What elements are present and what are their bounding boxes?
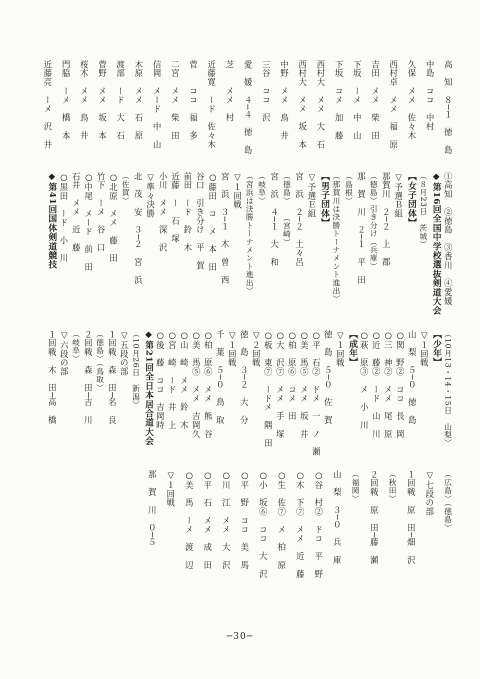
text-column: ○宮 崎 ード 井 上 [167, 330, 178, 430]
text-column: （10月26日 新潟） [131, 330, 141, 410]
text-column: ▽準々決勝 [145, 172, 156, 219]
text-column: 渡部 ード 大 石 [115, 60, 126, 141]
text-column: （10月13・14・15日 山梨） [443, 330, 453, 448]
text-column: ２回戦 原 田─藤 瀬 [369, 470, 380, 565]
text-column: 谷口 引き分け 平 賀 [195, 172, 206, 270]
text-column: 芝 メメ 村 [224, 60, 235, 123]
text-column: ▽２回戦 [251, 330, 262, 368]
text-column: 【少年】 [431, 330, 442, 367]
text-column: 二宮 メメ 柴 田 [170, 60, 181, 141]
text-column: 前田 ード 鈴 木 [182, 172, 193, 253]
text-column: ○大 沢⑦ メメ 手 塚 [275, 330, 286, 439]
text-column: 菅 ココ 福 多 [188, 60, 199, 141]
text-column: ○北原 メメ 藤 田 [108, 172, 119, 263]
text-column: ▽１回戦 [232, 172, 243, 210]
text-column: 竹下 ーメ 谷 口 [96, 172, 107, 253]
text-column: 門脇 ーメ 橋 本 [61, 60, 72, 141]
text-column: （岐阜） [257, 172, 267, 205]
text-column: （徳島）（鳥取） [95, 330, 105, 392]
text-column: ○谷 村② ドコ 平 野 [313, 470, 324, 579]
text-column: （徳島）引き分け（兵庫） [369, 172, 379, 271]
text-column: ▽１回戦 [335, 330, 346, 368]
text-column: 近藤亮 ーメ 沢 井 [42, 60, 53, 149]
text-column: ▽１回戦 [419, 330, 430, 368]
text-column: 【男子団体】 [319, 172, 330, 228]
text-column: ○近 藤② ード 山 川 [371, 330, 382, 439]
text-column: 愛 媛 ４─４ 徳 島 [243, 60, 254, 155]
text-column: （徳島） （宮崎） [282, 172, 292, 247]
text-column: （島根） [344, 172, 354, 205]
text-column: ▽六段の部 [59, 330, 70, 377]
text-column: 宮 浜 ４─１ 大 和 [269, 172, 280, 267]
text-column: 西村卓 メメ 福 原 [388, 60, 399, 149]
text-column: ○平 石 メメ 成 田 [202, 470, 213, 570]
text-column: 吉田 メメ 柴 田 [370, 60, 381, 141]
text-column: 下坂 ーメ 中 山 [352, 60, 363, 141]
text-column: ▽１回戦 [227, 330, 238, 368]
text-column: ◆第16回全国中学校選抜剣道大会 [431, 172, 442, 316]
text-column: （岐阜） [71, 330, 81, 363]
text-column: ○藤田 コ メ 本 田 [207, 172, 218, 272]
text-column: ①高知 ②徳島 ③香川 ④愛媛 [443, 172, 454, 306]
text-column: 徳 島 ３─２ 大 分 [239, 330, 250, 425]
text-column: （那賀川は決勝トーナメント進出） [331, 172, 341, 304]
text-column: 那 賀 川 ０─５ [147, 470, 158, 547]
text-column: ▽１回戦 [165, 470, 176, 508]
text-column: （福岡） [351, 470, 361, 503]
text-column: ○山 崎 メメ 鈴 木 [179, 330, 190, 430]
text-column: 信岡 メード 中 山 [152, 60, 163, 149]
text-column: ◆第41回国体剣道競技 [46, 172, 57, 270]
text-column: ○萩 原③ メ 小 川 [359, 330, 370, 430]
text-column: 中島 ココ 中村 [425, 60, 436, 132]
text-column: ▽予選Ｅ組 [306, 172, 317, 219]
text-column: 小川 メメ 深 沢 [158, 172, 169, 253]
text-column: 那 賀 川 ２─１ 平 田 [356, 172, 367, 285]
text-column: １回戦 木 田─高 橋 [47, 330, 58, 425]
text-column: １回戦 原 田─畑 沢 [406, 470, 417, 565]
text-column: 桜木 メメ 鳥 井 [79, 60, 90, 141]
text-column: ○関 野② ココ 長 岡 [395, 330, 406, 439]
text-column: 千 葉 ５─０ 鳥 取 [215, 330, 226, 425]
text-column: 中野 メメ 鳥 井 [279, 60, 290, 141]
text-column: ○黒田 ード 小 川 [58, 172, 69, 263]
text-column: ○美 馬⑤ メメ 吉岡久 [191, 330, 202, 439]
page-number: ─30─ [226, 632, 254, 642]
text-column: ○川 江 メメ 大 沢 [221, 470, 232, 570]
text-column: ○美 馬⑤ メメ 坂 井 [299, 330, 310, 439]
text-column: 高 知 ８─１ 徳 島 [443, 60, 454, 155]
text-column: ○小 坂⑥ ココ 大 沢 [258, 470, 269, 579]
text-column: ○後 藤 ココ 吉岡時 [155, 330, 166, 430]
text-column: ○柏 原⑥ コメ 田 [287, 330, 298, 421]
text-column: 西村大 メメ 坂 本 [297, 60, 308, 149]
text-column: 菅野 メメ 坂 本 [97, 60, 108, 141]
text-column: 徳 島 ５─０ 佐 賀 [323, 330, 334, 425]
text-column: 近藤寛 ード 佐々木 [206, 60, 217, 149]
text-column: 西村大 メメ 大 石 [315, 60, 326, 149]
text-column: （佐賀） [121, 172, 131, 205]
text-column: 石井 メメ 近 藤 [71, 172, 82, 253]
text-column: ○平 石② ドメ 一 ノ 瀬 [311, 330, 322, 457]
text-column: 久保 メメ 佐々木 [406, 60, 417, 141]
text-column: ○中尾 メード 前 田 [83, 172, 94, 272]
text-column: 山 梨 ５─０ 徳 島 [407, 330, 418, 425]
text-column: 近藤 ー 石 塚 [170, 172, 181, 244]
text-column: 【女子団体】 [406, 172, 417, 228]
text-column: ▽五段の部 [119, 330, 130, 377]
text-column: 那賀川 ２─２ 上 郡 [381, 172, 392, 267]
text-column: （８月23日 茨城） [418, 172, 428, 249]
text-column: １回戦 森 田─名 良 [107, 330, 118, 425]
text-column: ○木 下⑦ メメ 近 藤 [295, 470, 306, 579]
text-column: ◆第21回全日本居合道大会 [143, 330, 154, 446]
text-column: 宮 浜 ３─１ 木 曽 西 [220, 172, 231, 285]
text-column: 下坂 コメ 加 藤 [334, 60, 345, 141]
text-column: 三谷 ココ 沢 [261, 60, 272, 123]
text-column: ○生 佐⑦ メ 柏 原 [276, 470, 287, 570]
text-column: 宮 浜 ２─２ 土々呂 [294, 172, 305, 267]
text-column: 北 茂 安 ３─２ 宮 浜 [133, 172, 144, 285]
text-column: （広島）（徳島） [443, 470, 453, 532]
text-column: ２回戦 森 田─吉 川 [83, 330, 94, 425]
text-column: 木原 メメ 石 原 [133, 60, 144, 141]
text-column: 山 梨 ３─０ 兵 庫 [332, 470, 343, 565]
text-column: 【成年】 [347, 330, 358, 367]
text-column: ○美 馬 ーメ 渡 辺 [184, 470, 195, 570]
text-column: ○平 野 ココ 美 馬 [239, 470, 250, 570]
text-column: （宮浜は決勝トーナメント進出） [245, 172, 255, 295]
text-column: ▽七段の部 [424, 470, 435, 517]
text-column: ▽予選Ｂ組 [393, 172, 404, 219]
text-column: （秋田） [388, 470, 398, 503]
text-column: ○三 神② メメ 尾 原 [383, 330, 394, 439]
text-column: ○柏 原⑥ メメ 熊 谷 [203, 330, 214, 439]
text-column: ○板 東⑦ ードメ 隅 田 [263, 330, 274, 448]
